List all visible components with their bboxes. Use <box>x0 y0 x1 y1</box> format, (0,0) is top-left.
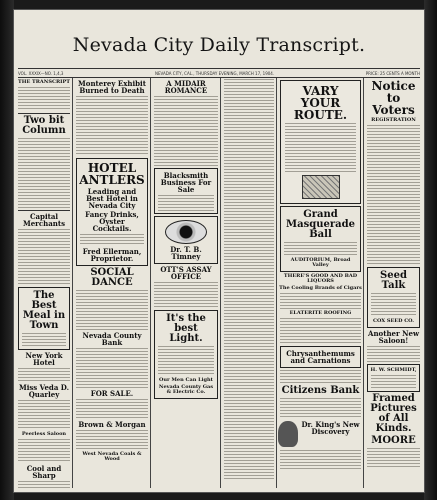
leading-hotel-heading: Leading and Best Hotel in Nevada City <box>86 187 138 210</box>
divider <box>18 210 70 211</box>
divider <box>18 113 70 114</box>
text-block <box>76 96 148 156</box>
text-block <box>18 229 70 285</box>
column-5 <box>278 78 364 488</box>
dateline-date: NEVADA CITY, CAL., THURSDAY EVENING, MARCH 17, 1904. <box>155 70 275 76</box>
text-block <box>18 400 70 430</box>
citizens-bank-heading: Citizens Bank <box>281 385 360 396</box>
text-block <box>367 448 420 468</box>
otts-assay-heading: OTT'S ASSAY OFFICE <box>160 265 212 281</box>
text-block <box>367 125 420 265</box>
midair-romance-heading: A MIDAIR ROMANCE <box>164 79 208 95</box>
brown-morgan-heading: Brown & Morgan <box>78 420 146 429</box>
text-block <box>154 282 218 308</box>
our-men-heading: Our Men Can Light <box>159 377 213 383</box>
text-block <box>18 481 70 488</box>
scan-edge-left <box>0 0 14 500</box>
cooling-brands-heading: The Cooling Brands of Cigars <box>279 285 362 291</box>
optician-ad <box>154 216 218 264</box>
moore-heading: MOORE <box>371 435 416 446</box>
text-block <box>80 234 144 246</box>
elaterite-heading: ELATERITE ROOFING <box>289 310 352 316</box>
column-4 <box>222 78 277 488</box>
eye-illustration <box>165 220 207 244</box>
scan-edge-right <box>424 0 437 500</box>
text-block <box>280 293 361 309</box>
fred-ellerman-heading: Fred Ellerman, Proprietor. <box>82 247 142 263</box>
text-block <box>284 242 357 256</box>
dateline <box>18 68 420 78</box>
text-block <box>280 398 361 418</box>
text-block <box>76 348 148 388</box>
drking-row <box>278 419 363 449</box>
text-block <box>285 123 356 173</box>
hotel-antlers-ad <box>76 158 148 266</box>
schmidt-ad <box>367 364 420 392</box>
text-block <box>280 450 361 470</box>
dateline-volume: VOL. XXXIX—NO. 1,4,3 <box>18 70 64 76</box>
transcript-header: THE TRANSCRIPT <box>18 79 70 85</box>
nevada-gas-heading: Nevada County Gas & Electric Co. <box>158 384 214 395</box>
cox-seed-heading: COX SEED CO. <box>373 318 414 324</box>
auditorium-heading: AUDITORIUM, Broad Valley <box>290 257 351 268</box>
dateline-price: PRICE: 25 CENTS A MONTH <box>365 70 420 76</box>
dr-timney-heading: Dr. T. B. Timney <box>170 245 202 261</box>
masquerade-heading: Grand Masquerade Ball <box>286 209 355 240</box>
portrait-illustration <box>278 421 298 447</box>
text-block <box>280 318 361 344</box>
seed-ad <box>367 267 420 328</box>
text-block <box>158 195 214 211</box>
social-dance-heading: SOCIAL DANCE <box>90 267 134 288</box>
nevada-county-bank-heading: Nevada County Bank <box>82 331 142 347</box>
chrysanthemums-heading: Chrysanthemums and Carnations <box>286 349 355 365</box>
masthead-title: Nevada City Daily Transcript. <box>72 34 366 56</box>
text-block <box>18 439 70 463</box>
masquerade-ad <box>280 206 361 272</box>
column-2 <box>74 78 151 488</box>
miss-quarles-heading: Miss Veda D. Quarley <box>18 383 70 399</box>
best-light-heading: It's the best Light. <box>166 313 206 344</box>
column-1 <box>16 78 73 488</box>
text-block <box>76 290 148 330</box>
railroad-logo <box>302 175 340 199</box>
gas-electric-ad <box>154 310 218 399</box>
new-saloon-heading: Another New Saloon! <box>368 329 419 345</box>
column-3 <box>152 78 221 488</box>
text-block <box>158 346 214 376</box>
capital-merchants-heading: Capital Merchants <box>22 212 66 228</box>
text-block <box>154 96 218 166</box>
article-text <box>224 79 274 479</box>
peerless-saloon-heading: Peerless Saloon <box>21 431 67 437</box>
flowers-ad <box>280 346 361 368</box>
best-meal-heading: The Best Meal in Town <box>22 290 66 331</box>
text-block <box>76 399 148 419</box>
fancy-drinks-heading: Fancy Drinks, Oyster Cocktails. <box>85 210 139 233</box>
seed-talk-heading: Seed Talk <box>380 270 407 291</box>
text-block <box>76 430 148 450</box>
newspaper-page <box>14 10 424 492</box>
text-block <box>280 370 361 384</box>
text-block <box>367 346 420 362</box>
text-block <box>18 87 70 111</box>
framed-pictures-heading: Framed Pictures of All Kinds. <box>370 393 417 434</box>
for-sale-heading: FOR SALE. <box>90 389 134 398</box>
text-block <box>371 293 416 317</box>
monterey-heading: Monterey Exhibit Burned to Death <box>78 79 146 95</box>
hotel-antlers-heading: HOTEL ANTLERS <box>79 161 145 187</box>
blacksmith-heading: Blacksmith Business For Sale <box>160 171 212 194</box>
twobit-column-heading: Two bit Column <box>22 115 66 136</box>
drking-heading: Dr. King's New Discovery <box>301 420 360 436</box>
text-block <box>22 333 66 347</box>
column-6 <box>365 78 422 488</box>
best-meal-ad <box>18 287 70 350</box>
text-block <box>371 375 416 389</box>
west-nevada-heading: West Nevada Coals & Wood <box>82 451 142 462</box>
blacksmith-ad <box>154 168 218 214</box>
good-bad-liquors-heading: THERE'S GOOD AND BAD LIQUORS <box>283 273 358 284</box>
new-york-hotel-heading: New York Hotel <box>25 351 63 367</box>
notice-voters-heading: Notice to Voters <box>371 79 416 117</box>
vary-route-ad <box>280 80 361 204</box>
text-block <box>18 368 70 382</box>
cool-sharp-heading: Cool and Sharp <box>26 464 62 480</box>
text-block <box>18 138 70 208</box>
vary-route-heading: VARY YOUR ROUTE. <box>293 84 348 122</box>
registration-heading: REGISTRATION <box>371 117 416 123</box>
schmidt-heading: H. W. SCHMIDT, <box>370 367 417 373</box>
